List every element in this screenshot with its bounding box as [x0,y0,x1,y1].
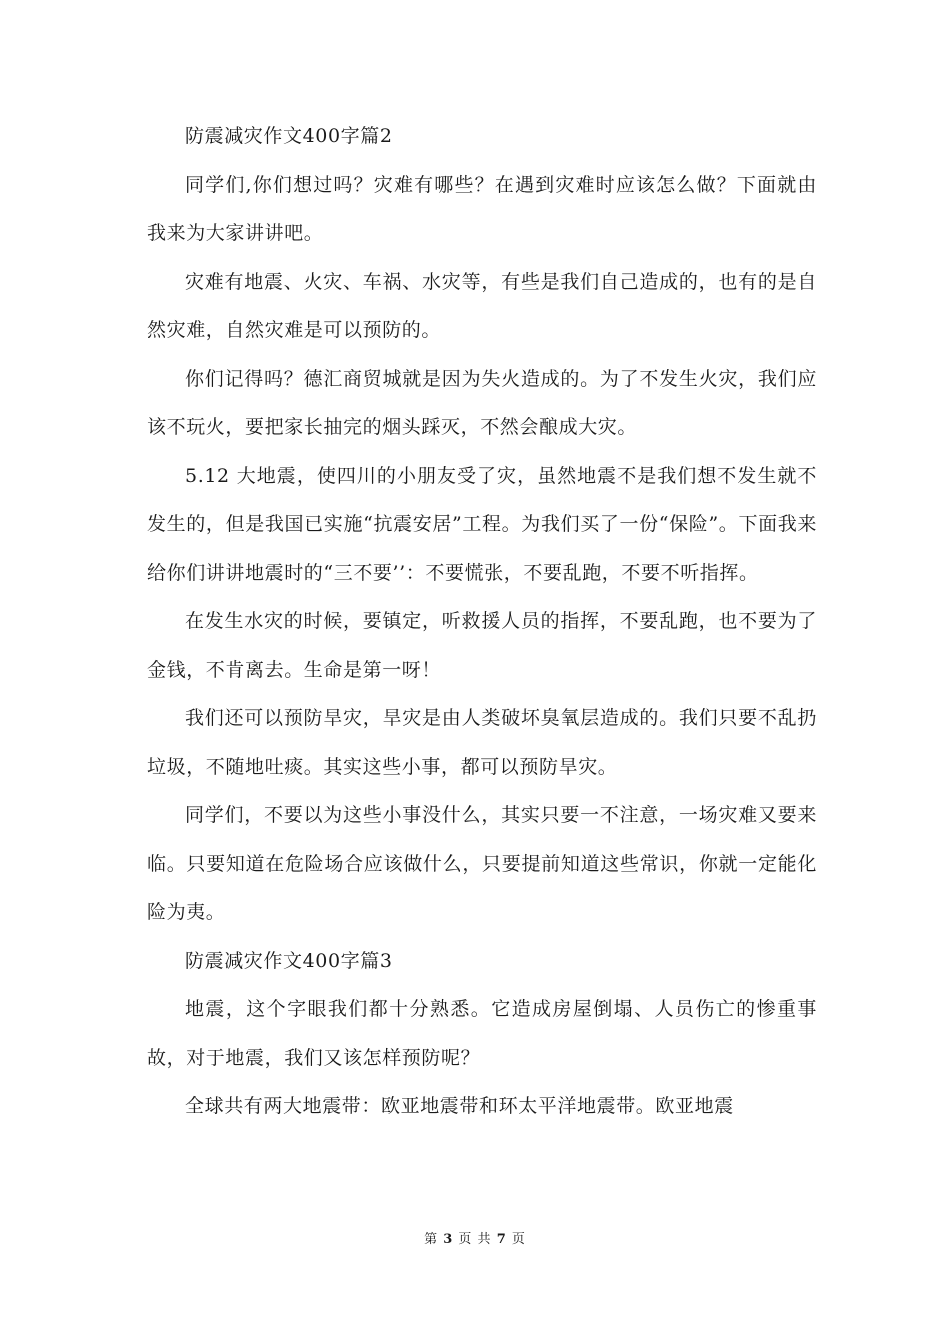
paragraph: 我们还可以预防旱灾，旱灾是由人类破坏臭氧层造成的。我们只要不乱扔垃圾，不随地吐痰。其实这些小事，都可以预防旱灾。 [147,707,817,778]
footer-prefix: 第 [424,1232,439,1247]
paragraph: 同学们,你们想过吗？灾难有哪些？在遇到灾难时应该怎么做？下面就由我来为大家讲讲吧。 [147,173,817,244]
footer-middle: 页 共 [458,1232,492,1247]
paragraph: 全球共有两大地震带：欧亚地震带和环太平洋地震带。欧亚地震 [185,1095,734,1117]
document-body [147,112,817,1131]
paragraph: 同学们，不要以为这些小事没什么，其实只要一不注意，一场灾难又要来临。只要知道在危险场合应该做什么，只要提前知道这些常识，你就一定能化险为夷。 [147,804,817,923]
paragraph: 在发生水灾的时候，要镇定，听救援人员的指挥，不要乱跑，也不要为了金钱，不肯离去。生命是第一呀！ [147,610,817,681]
paragraph: 你们记得吗？德汇商贸城就是因为失火造成的。为了不发生火灾，我们应该不玩火，要把家长抽完的烟头踩灭，不然会酿成大灾。 [147,367,817,438]
paragraph: 灾难有地震、火灾、车祸、水灾等，有些是我们自己造成的，也有的是自然灾难，自然灾难是可以预防的。 [147,270,817,341]
section-heading-2: 防震减灾作文400字篇2 [185,125,393,147]
footer-current-page: 3 [443,1232,454,1247]
footer-total-pages: 7 [496,1232,507,1247]
page-footer [0,1228,950,1247]
paragraph: 地震，这个字眼我们都十分熟悉。它造成房屋倒塌、人员伤亡的惨重事故，对于地震，我们又该怎样预防呢？ [147,998,817,1069]
section-heading-3: 防震减灾作文400字篇3 [185,949,393,972]
footer-suffix: 页 [511,1232,526,1247]
paragraph: 5.12 大地震，使四川的小朋友受了灾，虽然地震不是我们想不发生就不发生的，但是我国已实施“抗震安居”工程。为我们买了一份“保险”。下面我来给你们讲讲地震时的“三不要’’：不要慌张，不要乱跑，不要不听指挥。 [147,464,817,584]
